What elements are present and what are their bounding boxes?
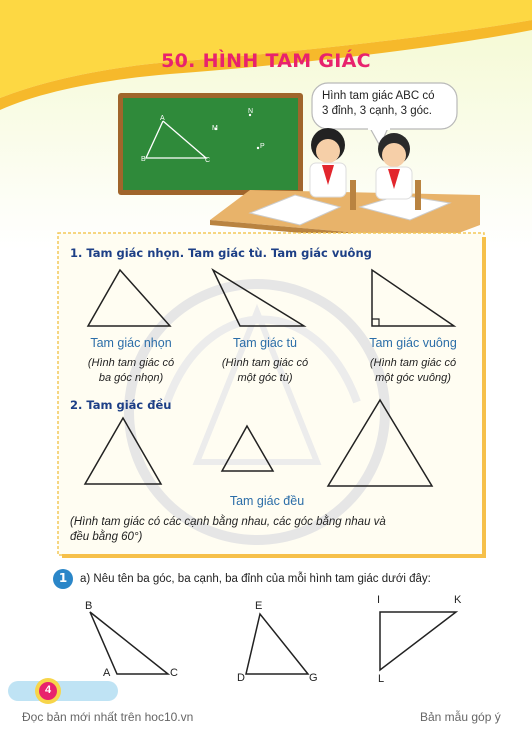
desc-acute-line2: ba góc nhọn) [98, 372, 164, 384]
speech-line-1: Hình tam giác ABC có [322, 90, 435, 102]
point-e: E [255, 600, 263, 612]
speech-bubble-text [322, 89, 454, 119]
point-c: C [170, 667, 178, 679]
point-l: L [378, 673, 385, 685]
desc-obtuse [210, 356, 320, 386]
page-title: 50. HÌNH TAM GIÁC [161, 50, 371, 72]
board-label-c: C [205, 157, 211, 164]
point-i: I [377, 594, 381, 606]
section1-title: 1. Tam giác nhọn. Tam giác tù. Tam giác vuông [70, 246, 372, 260]
acute-triangle [88, 270, 170, 326]
desc-acute-line1: (Hình tam giác có [87, 357, 175, 369]
right-angle-mark [372, 319, 379, 326]
exercise-number: 1 [58, 571, 68, 585]
board-label-p: P [260, 143, 265, 150]
desc-right [356, 356, 470, 386]
desc-obtuse-line2: một góc tù) [237, 372, 293, 384]
label-obtuse: Tam giác tù [233, 336, 297, 350]
board-label-n: N [248, 108, 254, 115]
desc-right-line2: một góc vuông) [375, 372, 451, 384]
board-label-a: A [160, 115, 165, 122]
page-number-tab [8, 676, 118, 706]
equilateral-triangles [80, 396, 480, 490]
desc-obtuse-line1: (Hình tam giác có [221, 357, 309, 369]
right-triangle [372, 270, 454, 326]
triangle-edg [246, 614, 308, 674]
point-k: K [454, 594, 462, 606]
label-right: Tam giác vuông [369, 336, 457, 350]
board-label-b: B [141, 156, 146, 163]
board-label-m: M [212, 125, 218, 132]
exercise-triangles [80, 596, 500, 686]
desc-equilateral [70, 515, 475, 545]
label-equilateral: Tam giác đều [229, 494, 305, 508]
equilateral-large [85, 418, 161, 484]
section1-triangles [80, 262, 480, 332]
exercise-text: a) Nêu tên ba góc, ba cạnh, ba đỉnh của mỗi hình tam giác dưới đây: [80, 573, 431, 585]
equilateral-small [222, 426, 273, 471]
desc-right-line1: (Hình tam giác có [369, 357, 457, 369]
point-d: D [237, 672, 245, 684]
children-illustration [210, 125, 480, 245]
page-number: 4 [44, 684, 52, 696]
point-g: G [309, 672, 318, 684]
footer-right-text: Bản mẫu góp ý [420, 710, 501, 724]
desc-acute [76, 356, 186, 386]
triangle-bac [90, 612, 168, 674]
speech-line-2: 3 đỉnh, 3 cạnh, 3 góc. [322, 105, 432, 117]
desc-equilateral-line2: đều bằng 60°) [70, 531, 143, 543]
desc-equilateral-line1: (Hình tam giác có các cạnh bằng nhau, các góc bằng nhau và [70, 516, 386, 528]
footer-left-text: Đọc bản mới nhất trên hoc10.vn [22, 710, 194, 724]
equilateral-xlarge [328, 400, 432, 486]
triangle-ikl [380, 612, 456, 670]
label-acute: Tam giác nhọn [90, 336, 172, 350]
obtuse-triangle [213, 270, 304, 326]
section2-title: 2. Tam giác đều [70, 398, 172, 412]
point-b: B [85, 600, 93, 612]
point-a: A [103, 667, 111, 679]
